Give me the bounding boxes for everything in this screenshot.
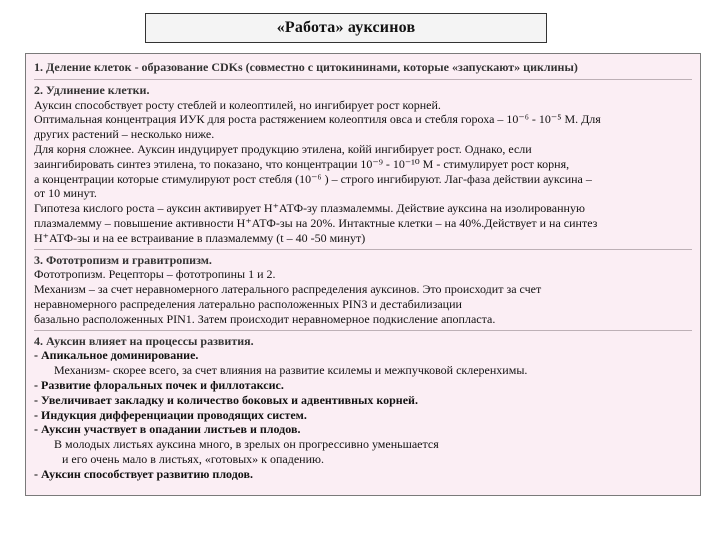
section-2-line: плазмалемму – повышение активности Н⁺АТФ-зы на 20%. Интактные клетки – на 40%.Действует и на синтез <box>34 215 598 230</box>
section-2-line: а концентрации которые стимулируют рост стебля (10⁻⁶ ) – строго ингибируют. Лаг-фаза действии ауксина – <box>34 171 592 186</box>
development-item: - Апикальное доминирование. <box>34 348 199 363</box>
content-panel <box>25 53 701 496</box>
section-2-line: других растений – несколько ниже. <box>34 127 215 142</box>
section-development <box>34 334 692 482</box>
development-item: - Ауксин способствует развитию плодов. <box>34 466 253 481</box>
section-cell-elongation <box>34 83 692 250</box>
development-item: и его очень мало в листьях, «готовых» к опадению. <box>62 451 324 466</box>
development-item: В молодых листьях ауксина много, в зрелых он прогрессивно уменьшается <box>54 437 439 452</box>
section-2-line: Н⁺АТФ-зы и на ее встраивание в плазмалемму (t – 40 -50 минут) <box>34 230 366 245</box>
development-item: - Увеличивает закладку и количество боковых и адвентивных корней. <box>34 392 418 407</box>
section-2-line: от 10 минут. <box>34 186 97 201</box>
development-item: Механизм- скорее всего, за счет влияния на развитие ксилемы и межпучковой склеренхимы. <box>54 363 528 378</box>
section-3-line: Механизм – за счет неравномерного латерального распределения ауксинов. Это происходит за счет <box>34 282 542 297</box>
section-2-line: Для корня сложнее. Ауксин индуцирует продукцию этилена, койй ингибирует рост. Однако, если <box>34 141 532 156</box>
section-1-heading: 1. Деление клеток - образование CDKs (совместно с цитокининами, которые «запускают» циклины) <box>34 60 578 74</box>
section-3-line: Фототропизм. Рецепторы – фототропины 1 и 2. <box>34 267 276 282</box>
section-tropisms <box>34 253 692 331</box>
section-3-line: неравномерного распределения латерально расположенных PIN3 и дестабилизации <box>34 296 462 311</box>
section-2-heading: 2. Удлинение клетки. <box>34 82 150 97</box>
section-2-line: Ауксин способствует росту стеблей и колеоптилей, но ингибирует рост корней. <box>34 97 441 112</box>
development-item: - Развитие флоральных почек и филлотаксис. <box>34 377 284 392</box>
section-2-line: Гипотеза кислого роста – ауксин активирует Н⁺АТФ-зу плазмалеммы. Действие ауксина на изолированную <box>34 201 585 216</box>
development-item: - Ауксин участвует в опадании листьев и плодов. <box>34 422 301 437</box>
page-title: «Работа» ауксинов <box>145 13 547 43</box>
section-2-line: заингибировать синтез этилена, то показано, что концентрации 10⁻⁹ - 10⁻¹⁰ М - стимулирует рост корня, <box>34 156 570 171</box>
section-cell-division <box>34 60 692 80</box>
development-item: - Индукция дифференциации проводящих систем. <box>34 407 307 422</box>
section-3-heading: 3. Фототропизм и гравитропизм. <box>34 252 212 267</box>
section-3-line: базально расположенных PIN1. Затем происходит неравномерное подкисление апопласта. <box>34 311 496 326</box>
section-4-heading: 4. Ауксин влияет на процессы развития. <box>34 333 254 348</box>
section-2-line: Оптимальная концентрация ИУК для роста растяжением колеоптиля овса и стебля гороха – 10⁻⁶ - 10⁻⁵ М. Для <box>34 112 601 127</box>
